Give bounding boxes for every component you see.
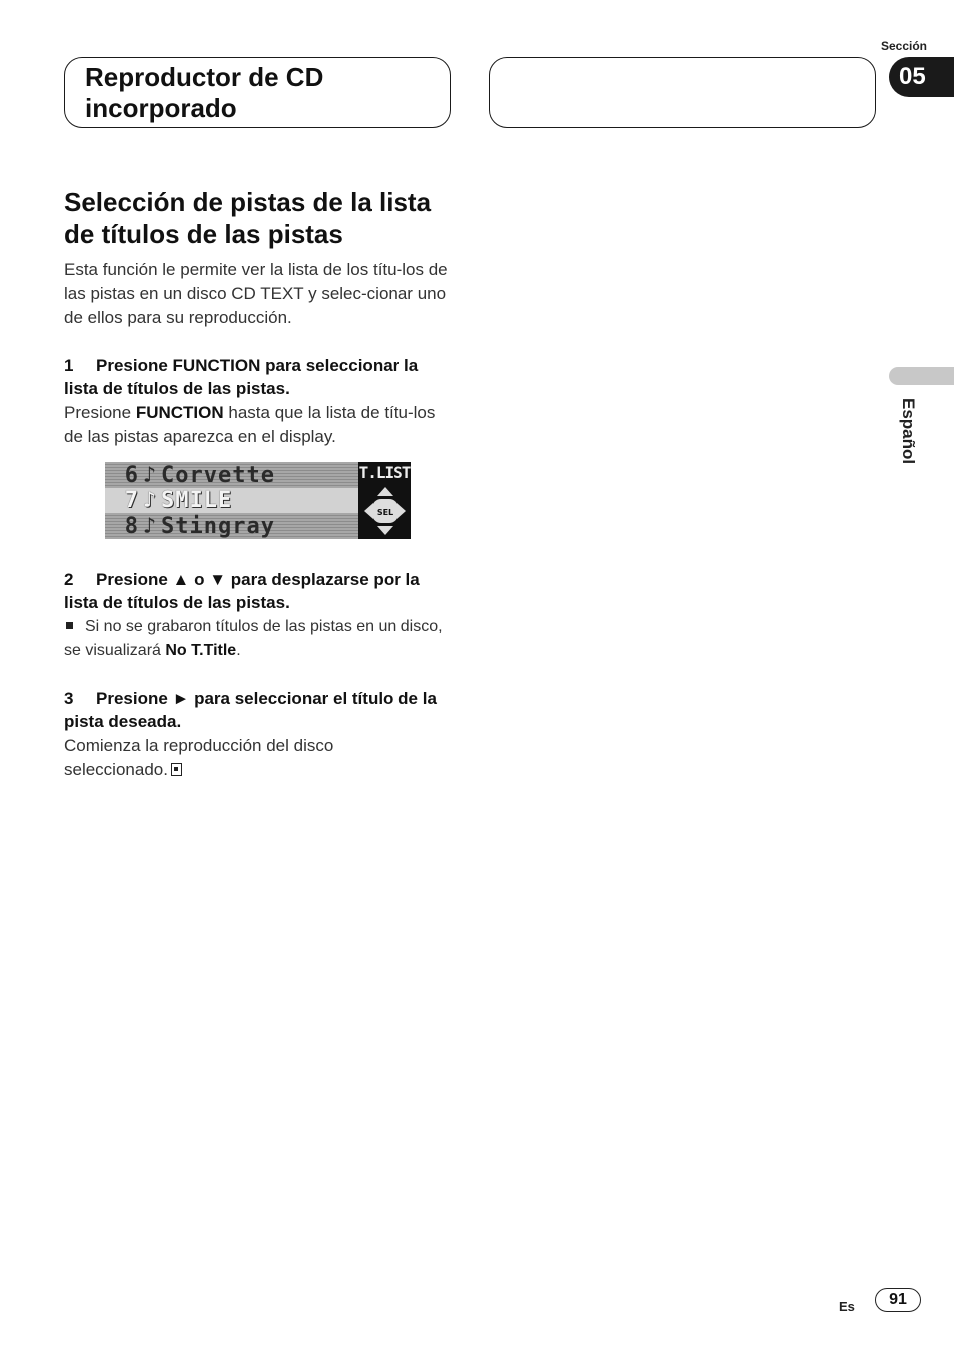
track-row — [105, 463, 358, 488]
step-1-heading — [64, 354, 449, 400]
track-row-selected — [105, 488, 358, 513]
page-title: Selección de pistas de la lista de títulos de las pistas — [64, 187, 432, 249]
track-row — [105, 514, 358, 539]
chapter-title: Reproductor de CD incorporado — [85, 62, 324, 123]
step-number: 3 — [64, 689, 74, 708]
step-1-body-text-end: hasta que la lista de títu-los de las pistas aparezca en el display. — [64, 403, 436, 446]
step-2-note — [64, 615, 449, 663]
intro-paragraph: Esta función le permite ver la lista de los títu-los de las pistas en un disco CD TEXT y selec-cionar uno de ellos para su reproducción. — [64, 260, 448, 327]
step-3-heading — [64, 687, 449, 733]
no-title-indicator: No T.Title — [165, 642, 237, 659]
track-title: Corvette — [161, 463, 275, 488]
step-1-body-text: Presione — [64, 403, 136, 422]
track-number: 6 — [124, 463, 139, 488]
function-button-name: FUNCTION — [135, 403, 224, 422]
bullet-square-icon — [66, 622, 73, 629]
track-title: Stingray — [161, 514, 275, 539]
step-3-body — [64, 734, 384, 782]
track-title: SMILE — [161, 488, 233, 513]
step-3-body-text: Comienza la reproducción del disco seleccionado. — [64, 736, 334, 779]
end-of-section-icon — [171, 763, 182, 776]
lcd-side-panel — [358, 462, 411, 539]
step-number: 1 — [64, 356, 74, 375]
music-note-icon: ♪ — [142, 488, 158, 513]
step-2-heading — [64, 568, 449, 614]
music-note-icon: ♪ — [142, 463, 158, 488]
music-note-icon: ♪ — [142, 514, 158, 539]
step-2-note-end: . — [236, 642, 241, 659]
language-tab — [889, 367, 954, 385]
page-number: 91 — [875, 1288, 921, 1312]
language-label: Español — [899, 398, 918, 465]
tlist-label: T.LIST — [358, 463, 411, 482]
lcd-display-illustration — [105, 462, 411, 539]
step-1-body — [64, 401, 449, 449]
step-number: 2 — [64, 570, 74, 589]
step-1-title: Presione FUNCTION para seleccionar la lista de títulos de las pistas. — [64, 356, 419, 398]
chapter-title-box — [64, 57, 451, 128]
step-2-note-text: Si no se grabaron títulos de las pistas en un disco, se visualizará — [64, 618, 443, 659]
section-number-badge: 05 — [889, 57, 954, 97]
empty-header-box — [489, 57, 876, 128]
track-number: 7 — [124, 488, 139, 513]
sel-label: SEL — [376, 508, 394, 517]
track-number: 8 — [124, 514, 139, 539]
language-code: Es — [839, 1299, 855, 1314]
step-3-title: Presione ► para seleccionar el título de la pista deseada. — [64, 689, 437, 731]
sel-joystick-icon — [362, 485, 408, 537]
section-label: Sección — [880, 39, 927, 53]
step-2-title: Presione ▲ o ▼ para desplazarse por la lista de títulos de las pistas. — [64, 570, 420, 612]
